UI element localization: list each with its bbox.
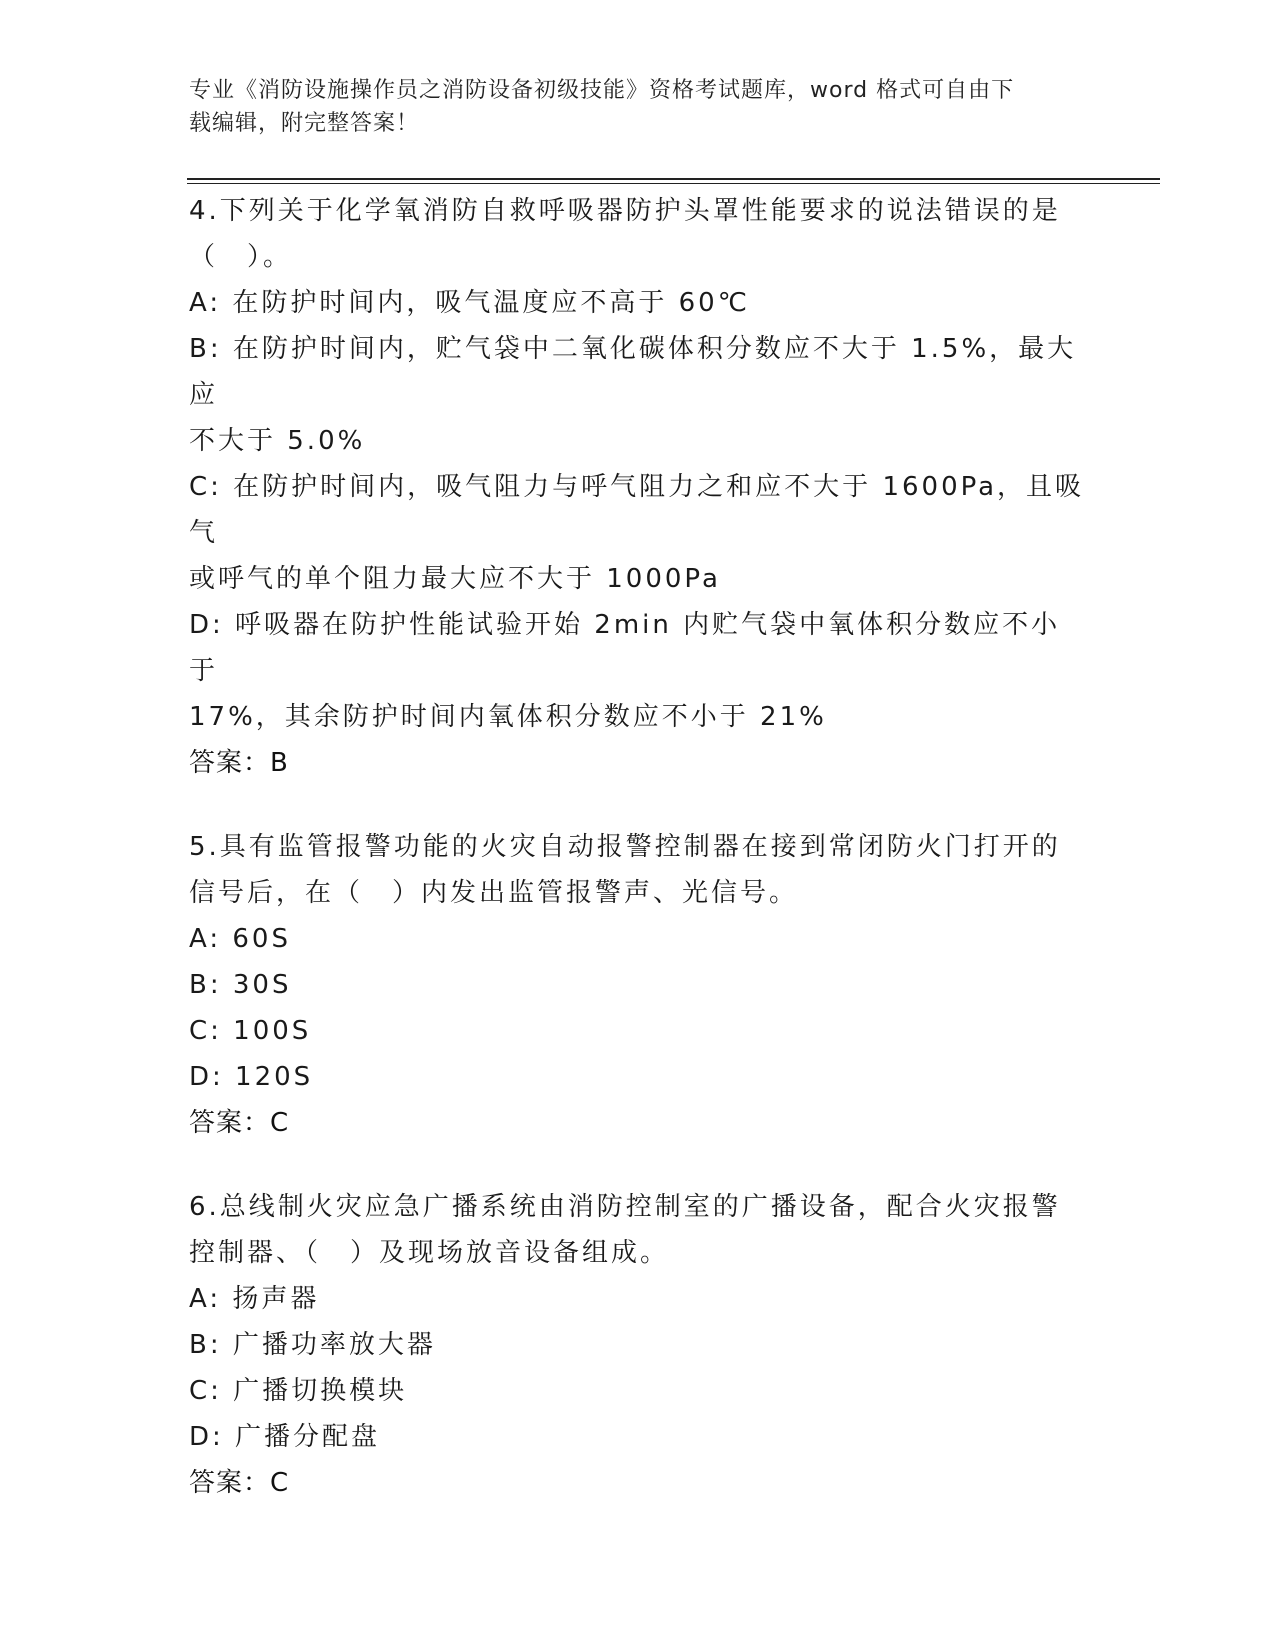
question-6 (189, 1184, 1089, 1506)
answer-label: 答案：B (189, 748, 289, 778)
header-line-2: 载编辑，附完整答案！ (189, 111, 420, 136)
question-4 (189, 188, 1089, 786)
question-stem-continued: 信号后，在（ ）内发出监管报警声、光信号。 (189, 878, 799, 908)
option-a: A: 在防护时间内，吸气温度应不高于 60℃ (189, 288, 750, 318)
option-b: B: 在防护时间内，贮气袋中二氧化碳体积分数应不大于 1.5%，最大应 (189, 334, 1077, 410)
question-stem: 5.具有监管报警功能的火灾自动报警控制器在接到常闭防火门打开的 (189, 832, 1061, 862)
option-b: B: 30S (189, 970, 292, 1000)
option-c: C: 在防护时间内，吸气阻力与呼气阻力之和应不大于 1600Pa，且吸气 (189, 472, 1085, 548)
option-b-continued: 不大于 5.0% (189, 426, 366, 456)
option-c-continued: 或呼气的单个阻力最大应不大于 1000Pa (189, 564, 721, 594)
option-d: D: 呼吸器在防护性能试验开始 2min 内贮气袋中氧体积分数应不小于 (189, 610, 1061, 686)
question-stem-continued: （ ）。 (189, 242, 293, 272)
option-d: D: 广播分配盘 (189, 1422, 381, 1452)
option-a: A: 扬声器 (189, 1284, 320, 1314)
option-d-continued: 17%，其余防护时间内氧体积分数应不小于 21% (189, 702, 827, 732)
header-divider-thick (187, 178, 1160, 180)
option-c: C: 100S (189, 1016, 312, 1046)
question-stem-continued: 控制器、（ ）及现场放音设备组成。 (189, 1238, 670, 1268)
document-header (189, 74, 1089, 140)
option-d: D: 120S (189, 1062, 314, 1092)
question-stem: 4.下列关于化学氧消防自救呼吸器防护头罩性能要求的说法错误的是 (189, 196, 1061, 226)
question-list (189, 188, 1089, 1544)
answer-label: 答案：C (189, 1108, 290, 1138)
answer-label: 答案：C (189, 1468, 290, 1498)
header-line-1: 专业《消防设施操作员之消防设备初级技能》资格考试题库，word 格式可自由下 (189, 78, 1015, 103)
option-c: C: 广播切换模块 (189, 1376, 408, 1406)
option-a: A: 60S (189, 924, 291, 954)
question-5 (189, 824, 1089, 1146)
option-b: B: 广播功率放大器 (189, 1330, 436, 1360)
header-divider-thin (187, 183, 1160, 184)
question-stem: 6.总线制火灾应急广播系统由消防控制室的广播设备，配合火灾报警 (189, 1192, 1061, 1222)
